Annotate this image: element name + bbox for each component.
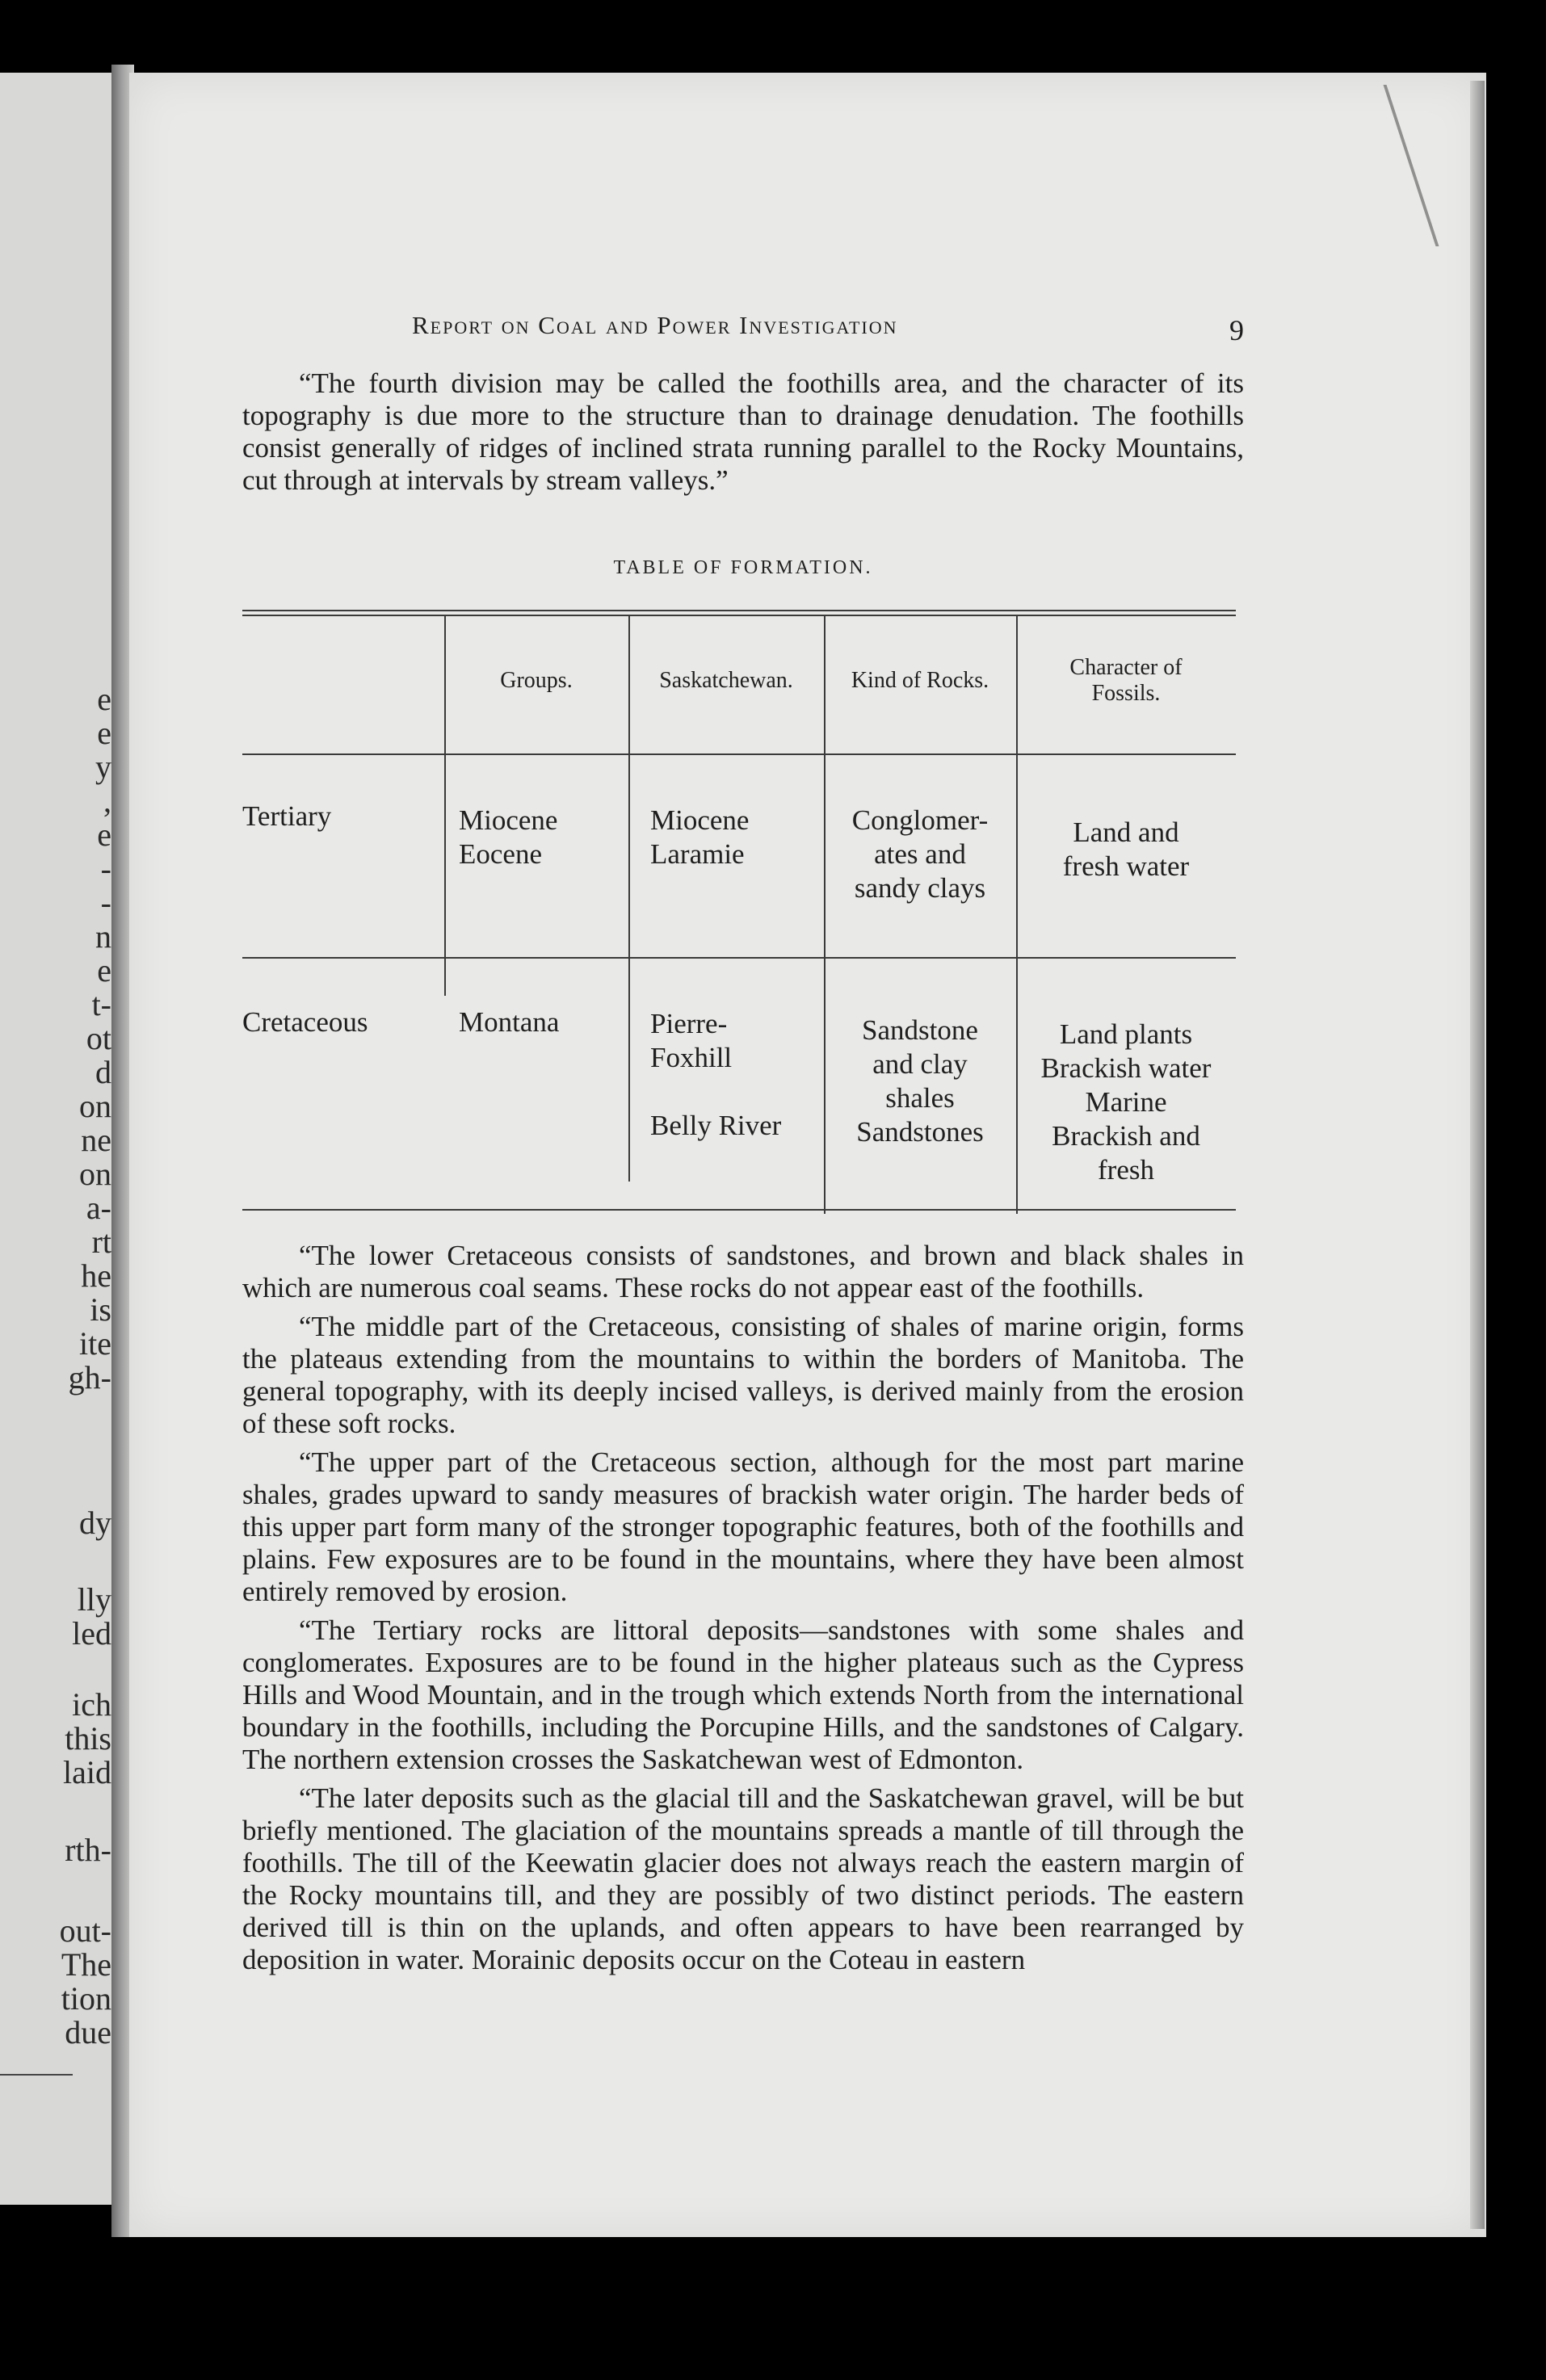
groups-cell (459, 804, 557, 871)
header-kind-of-rocks: Kind of Rocks. (851, 668, 989, 693)
fragment: n (95, 918, 111, 955)
fragment: laid (63, 1754, 111, 1790)
fragment: he (81, 1257, 111, 1294)
header-character-of-fossils (1016, 655, 1236, 707)
cell-line: Land plants (1059, 1018, 1193, 1050)
paragraph: “The fourth division may be called the foothills area, and the character of its topography is due more to the structure than to drainage denudation. The foothills consist generally of ridges of inclined strata running parallel to the Rocky Mountains, cut through at intervals by stream valleys.” (242, 367, 1244, 496)
body-text (242, 1240, 1244, 1983)
fragment: is (90, 1291, 111, 1328)
groups-cell (459, 1005, 559, 1039)
fragment: , (103, 783, 111, 819)
cell-line: fresh water (1062, 850, 1190, 882)
cell-line: sandy clays (854, 872, 986, 904)
fragment: led (72, 1615, 111, 1652)
cell-line: Belly River (650, 1110, 782, 1141)
cell-line-spacer (650, 1075, 781, 1109)
table-top-rule-inner (242, 615, 1236, 616)
fragment: e (97, 681, 111, 717)
fragment: on (79, 1088, 111, 1124)
kind-of-rocks-cell (824, 804, 1016, 905)
header-line: Character of (1069, 655, 1183, 680)
fragment: y (95, 749, 111, 785)
facing-page-fragment (0, 73, 121, 2205)
fragment: The (61, 1946, 111, 1983)
cell-line: fresh (1098, 1154, 1154, 1186)
saskatchewan-cell (650, 804, 749, 871)
header-line: Fossils. (1091, 681, 1161, 706)
page-number: 9 (1229, 314, 1244, 346)
fragment: rth- (65, 1832, 111, 1868)
paragraph: “The upper part of the Cretaceous section, although for the most part marine shales, grades upward to sandy measures of brackish water origin. The harder beds of this upper part form many of the stronger topographic features, both of the foothills and plains. Few exposures are to be found in the mountains, where they have been almost entirely removed by erosion. (242, 1446, 1244, 1607)
table-title: TABLE OF FORMATION. (613, 557, 873, 578)
fragment: lly (77, 1581, 111, 1618)
fragment: a- (86, 1190, 111, 1226)
cell-line: Conglomer- (851, 804, 989, 836)
fragment: tion (61, 1980, 111, 2017)
era-cretaceous: Cretaceous (242, 1006, 368, 1038)
saskatchewan-cell (650, 1007, 781, 1143)
fragment: ot (86, 1020, 111, 1056)
cell-line: and clay (872, 1048, 968, 1080)
cell-line: shales (885, 1082, 955, 1114)
fragment: ich (72, 1686, 111, 1723)
fragment: rt (91, 1224, 111, 1260)
fragment: due (65, 2014, 111, 2050)
cell-line: Miocene (650, 804, 750, 836)
cell-line: Miocene (459, 804, 558, 836)
cell-line: Montana (459, 1006, 560, 1038)
fragment: e (97, 715, 111, 751)
header-rule (242, 753, 1236, 755)
row-rule (242, 957, 1236, 959)
cell-line: Sandstone (862, 1014, 978, 1046)
cell-line: Sandstones (856, 1116, 984, 1148)
kind-of-rocks-cell (824, 1014, 1016, 1149)
formation-table (242, 610, 1236, 1215)
cell-line: ates and (874, 838, 966, 870)
fragment: e (97, 952, 111, 989)
header-groups: Groups. (500, 668, 573, 693)
fragment: dy (79, 1505, 111, 1541)
page-edge (1470, 81, 1485, 2229)
header-saskatchewan: Saskatchewan. (659, 668, 793, 693)
table-bottom-rule (242, 1209, 1236, 1211)
table-top-rule (242, 610, 1236, 611)
fragment: this (65, 1720, 111, 1757)
cell-line: Eocene (459, 838, 542, 870)
paragraph: “The Tertiary rocks are littoral deposits—sandstones with some shales and conglomerates. Exposures are to be found in the higher plateaus such as the Cypress Hills and Wood Mountain, and in the trough which extends North from the international boundary in the foothills, including the Porcupine Hills, and the sandstones of Calgary. The northern extension crosses the Saskatchewan west of Edmonton. (242, 1614, 1244, 1775)
fragment: d (95, 1054, 111, 1090)
fragment: out- (59, 1912, 111, 1949)
era-tertiary: Tertiary (242, 800, 332, 832)
intro-quote (242, 367, 1244, 497)
cell-line: Land and (1073, 816, 1179, 848)
cell-line: Brackish water (1040, 1052, 1212, 1084)
fragment: ite (79, 1325, 111, 1362)
paragraph: “The later deposits such as the glacial till and the Saskatchewan gravel, will be but briefly mentioned. The glaciation of the mountains spreads a mantle of till through the foothills. The till of the Keewatin glacier does not always reach the eastern margin of the Rocky mountains till, and they are possibly of two distinct periods. The eastern derived till is thin on the uplands, and often appears to have been rearranged by deposition in water. Morainic deposits occur on the Coteau in eastern (242, 1782, 1244, 1975)
fragment: gh- (68, 1359, 111, 1396)
fragment: - (100, 850, 111, 887)
cell-line: Pierre- (650, 1008, 728, 1039)
fragment: e (97, 816, 111, 853)
fragment: - (100, 884, 111, 921)
fossils-cell (1016, 1018, 1236, 1187)
paragraph: “The middle part of the Cretaceous, consisting of shales of marine origin, forms the plateaus extending from the mountains to within the borders of Manitoba. The general topography, with its deeply incised valleys, is derived mainly from the erosion of these soft rocks. (242, 1311, 1244, 1439)
cell-line: Foxhill (650, 1042, 733, 1073)
cell-line: Laramie (650, 838, 745, 870)
paragraph: “The lower Cretaceous consists of sandstones, and brown and black shales in which are numerous coal seams. These rocks do not appear east of the foothills. (242, 1240, 1244, 1303)
fragment: on (79, 1156, 111, 1192)
facing-page-rule (0, 2074, 73, 2076)
column-rule (628, 616, 630, 1182)
cell-line: Marine (1085, 1086, 1167, 1118)
fragment: ne (81, 1122, 111, 1158)
cell-line: Brackish and (1052, 1120, 1200, 1152)
fossils-cell (1016, 816, 1236, 884)
running-header: Report on Coal and Power Investigation (412, 311, 898, 339)
fragment: t- (91, 986, 111, 1022)
